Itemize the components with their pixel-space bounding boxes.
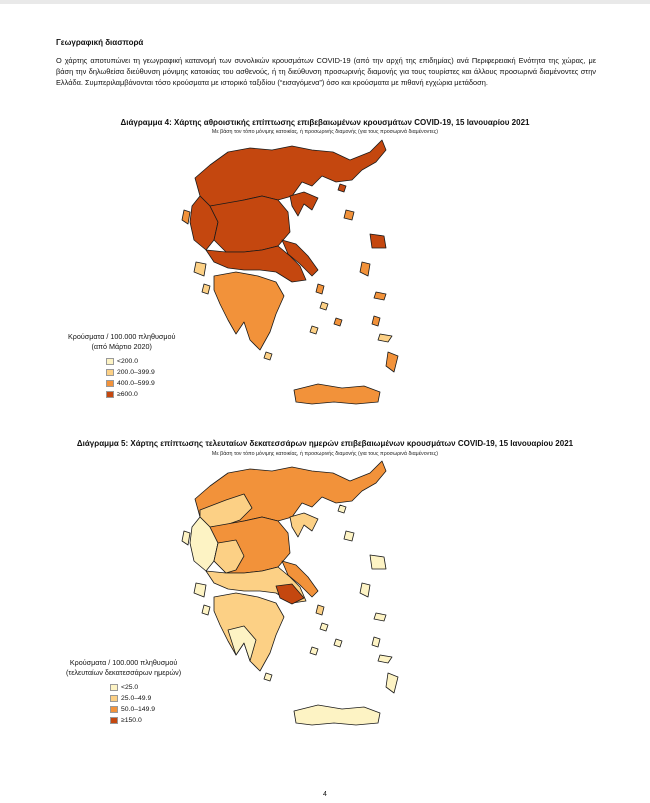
figure5-title: Διάγραμμα 5: Χάρτης επίπτωσης τελευταίων δεκατεσσάρων ημερών επιβεβαιωμένων κρουσμάτων COVID-19, 15 Ιανουαρίου 2021 xyxy=(76,439,574,448)
map4-island-cyclades-2 xyxy=(334,318,342,326)
map4-island-thasos xyxy=(338,184,346,192)
figure4-legend-item xyxy=(106,378,175,389)
legend-label: 400.0–599.9 xyxy=(117,380,155,387)
legend-swatch xyxy=(110,717,118,724)
figure4-legend-item xyxy=(106,389,175,400)
map5-island-kefalonia xyxy=(194,583,206,597)
legend-label: 25.0–49.9 xyxy=(121,695,152,702)
figure5-legend-item xyxy=(110,693,181,704)
map4-island-kefalonia xyxy=(194,262,206,276)
figure4-subtitle: Με βάση τον τόπο μόνιμης κατοικίας, ή προσωρινής διαμονής (για τους προσωρινά διαμένοντες) xyxy=(211,129,439,135)
legend-label: ≥600.0 xyxy=(117,391,138,398)
map5-island-lemnos xyxy=(344,531,354,541)
map5-island-lesvos xyxy=(370,555,386,569)
figure5-legend-title-line1: Κρούσματα / 100.000 πληθυσμού xyxy=(69,658,178,667)
map5-island-samos xyxy=(374,613,386,621)
map5-island-rhodes xyxy=(386,673,398,693)
map5-island-chios xyxy=(360,583,370,597)
figure5-subtitle: Με βάση τον τόπο μόνιμης κατοικίας, ή προσωρινής διαμονής (για τους προσωρινά διαμένοντες) xyxy=(211,451,439,457)
map4-island-samos xyxy=(374,292,386,300)
map4-region-peloponnese xyxy=(214,272,284,350)
map5-island-andros xyxy=(316,605,324,615)
map4-island-zakynthos xyxy=(202,284,210,294)
legend-swatch xyxy=(110,706,118,713)
map4-island-cyclades-1 xyxy=(320,302,328,310)
figure5-legend-title xyxy=(66,658,181,678)
map4-island-rhodes xyxy=(386,352,398,372)
figure5-legend-item xyxy=(110,682,181,693)
legend-swatch xyxy=(106,391,114,398)
map5-island-cyclades-3 xyxy=(310,647,318,655)
map5-island-kythira xyxy=(264,673,272,681)
figure4-title: Διάγραμμα 4: Χάρτης αθροιστικής επίπτωσης επιβεβαιωμένων κρουσμάτων COVID-19, 15 Ιανουαρίου 2021 xyxy=(120,118,530,127)
legend-swatch xyxy=(110,695,118,702)
map4-island-cyclades-3 xyxy=(310,326,318,334)
map5-island-cyclades-1 xyxy=(320,623,328,631)
map4-island-corfu xyxy=(182,210,190,224)
figure5-legend-title-line2: (τελευταίων δεκατεσσάρων ημερών) xyxy=(66,668,182,677)
map4-island-andros xyxy=(316,284,324,294)
map4-island-kythira xyxy=(264,352,272,360)
figure4-legend-title-line2: (από Μάρτιο 2020) xyxy=(91,342,152,351)
legend-swatch xyxy=(106,369,114,376)
top-border xyxy=(0,0,650,4)
map5-island-cyclades-2 xyxy=(334,639,342,647)
map5-island-kos xyxy=(378,655,392,663)
map4-island-lemnos xyxy=(344,210,354,220)
map5-island-corfu xyxy=(182,531,190,545)
legend-label: ≥150.0 xyxy=(121,717,142,724)
figure4-legend-title-line1: Κρούσματα / 100.000 πληθυσμού xyxy=(68,332,176,341)
map5-island-thasos xyxy=(338,505,346,513)
legend-swatch xyxy=(110,684,118,691)
map4-region-central xyxy=(210,196,290,252)
map4-island-chios xyxy=(360,262,370,276)
section-title: Γεωγραφική διασπορά xyxy=(56,38,144,47)
figure4-legend-item xyxy=(106,356,175,367)
map4-region-chalkidiki xyxy=(290,192,318,216)
figure5-legend-item xyxy=(110,715,181,726)
figure4-legend-item xyxy=(106,367,175,378)
legend-label: <25.0 xyxy=(121,684,139,691)
map4-island-kos xyxy=(378,334,392,342)
legend-swatch xyxy=(106,358,114,365)
map4-island-kalymnos xyxy=(372,316,380,326)
figure5-legend xyxy=(66,658,181,726)
figure4-greece-choropleth-map xyxy=(150,134,400,434)
map5-island-zakynthos xyxy=(202,605,210,615)
figure4-legend-title xyxy=(68,332,175,352)
legend-label: 200.0–399.9 xyxy=(117,369,155,376)
figure4-legend xyxy=(68,332,175,400)
figure5-greece-choropleth-map xyxy=(150,455,400,755)
map5-island-kalymnos xyxy=(372,637,380,647)
map5-island-crete xyxy=(294,705,380,725)
map4-island-crete xyxy=(294,384,380,404)
map5-region-chalkidiki xyxy=(290,513,318,537)
legend-label: <200.0 xyxy=(117,358,138,365)
figure5-legend-item xyxy=(110,704,181,715)
intro-paragraph: Ο χάρτης αποτυπώνει τη γεωγραφική κατανομή των συνολικών κρουσμάτων COVID-19 (από την αρχή της επιδημίας) ανά Περιφερειακή Ενότητα της χώρας, με βάση την δηλωθείσα διεύθυνση μόνιμης κατοικίας του ασθενούς, ή τη διεύθυνση προσωρινής διαμονής για τους τουρίστες και άλλους προσωρινά διαμένοντες στην Ελλάδα. Συμπεριλαμβάνονται τόσο κρούσματα με ιστορικό ταξιδίου (“εισαγόμενα”) όσο και κρούσματα με πιθανή εγχώρια μετάδοση. xyxy=(56,56,596,87)
map4-island-lesvos xyxy=(370,234,386,248)
legend-label: 50.0–149.9 xyxy=(121,706,156,713)
legend-swatch xyxy=(106,380,114,387)
page-number: 4 xyxy=(323,791,327,798)
